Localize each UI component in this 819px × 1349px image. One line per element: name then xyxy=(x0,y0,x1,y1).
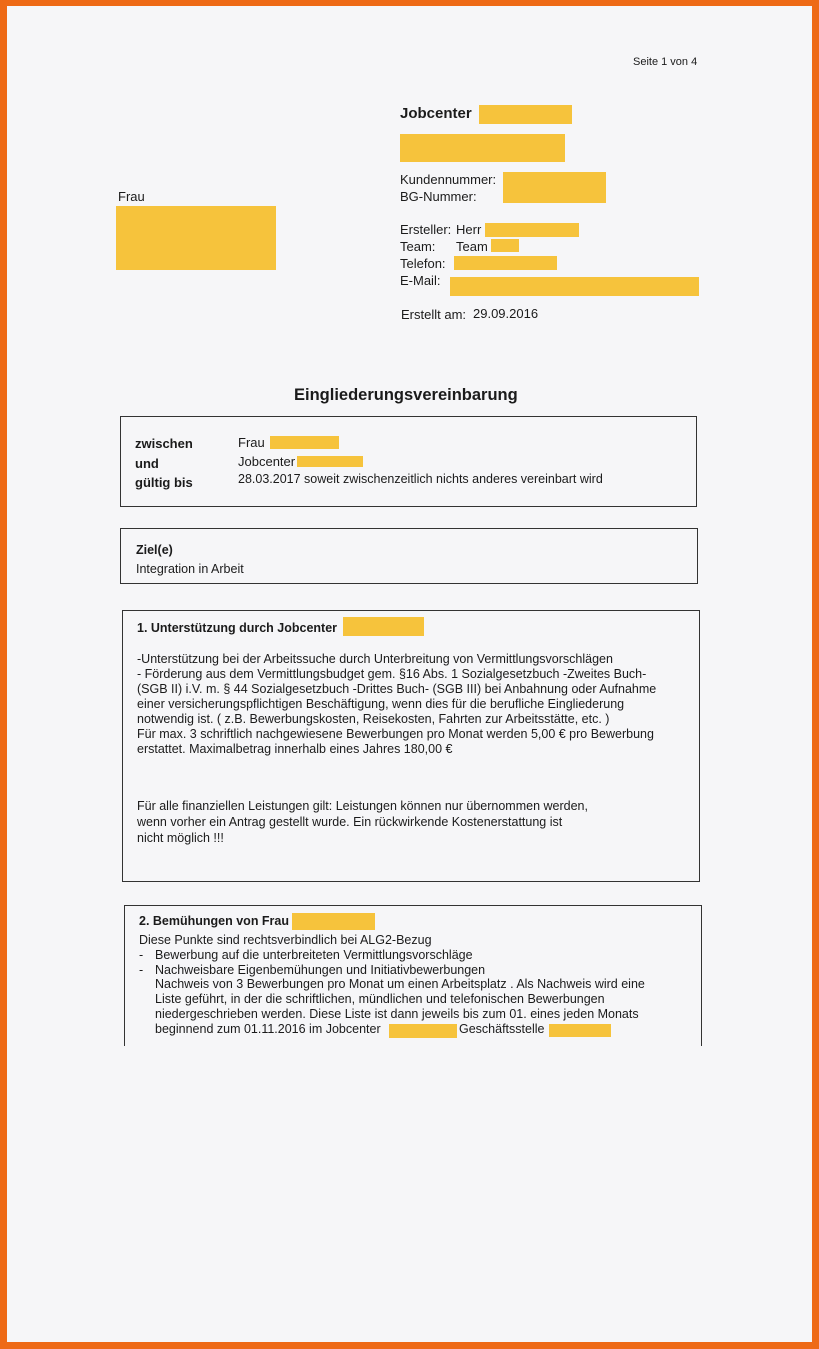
section1-box xyxy=(122,610,700,882)
text-line: Für alle finanziellen Leistungen gilt: Leistungen können nur übernommen werden, xyxy=(137,799,588,813)
text-line: (SGB II) i.V. m. § 44 Sozialgesetzbuch -Drittes Buch- (SGB III) bei Anbahnung oder Aufnahme xyxy=(137,682,657,696)
redaction xyxy=(491,239,519,252)
redaction xyxy=(454,256,557,270)
redaction xyxy=(485,223,579,237)
redaction xyxy=(400,134,565,162)
section2-last-line-mid: Geschäftsstelle xyxy=(459,1022,545,1036)
text-line: niedergeschrieben werden. Diese Liste ist dann jeweils bis zum 01. eines jeden Monats xyxy=(155,1007,639,1021)
text-line: notwendig ist. ( z.B. Bewerbungskosten, Reisekosten, Fahrten zur Arbeitsstätte, etc. ) xyxy=(137,712,610,726)
section2-bullet2: Nachweisbare Eigenbemühungen und Initiativbewerbungen xyxy=(155,963,486,977)
zwischen-label: zwischen xyxy=(135,436,193,451)
und-label: und xyxy=(135,456,159,471)
text-line: wenn vorher ein Antrag gestellt wurde. Ein rückwirkende Kostenerstattung ist xyxy=(137,815,563,829)
ersteller-value: Herr xyxy=(456,222,482,237)
redaction xyxy=(297,456,363,467)
team-value: Team xyxy=(456,239,488,254)
text-line: Nachweis von 3 Bewerbungen pro Monat um einen Arbeitsplatz . Als Nachweis wird eine xyxy=(155,977,645,991)
redaction xyxy=(270,436,339,449)
und-value: Jobcenter xyxy=(238,454,296,469)
kundennummer-label: Kundennummer: xyxy=(400,172,497,187)
redaction xyxy=(292,913,375,930)
team-label: Team: xyxy=(400,239,436,254)
page-number: Seite 1 von 4 xyxy=(633,56,698,68)
redaction xyxy=(343,617,424,636)
text-line: Liste geführt, in der die schriftlichen, mündlichen und telefonischen Bewerbungen xyxy=(155,992,605,1006)
erstellt-label: Erstellt am: xyxy=(401,307,467,322)
section2-box xyxy=(124,905,702,1046)
section2-bullet1: Bewerbung auf die unterbreiteten Vermittlungsvorschläge xyxy=(155,948,473,962)
org-name: Jobcenter xyxy=(400,105,472,122)
erstellt-value: 29.09.2016 xyxy=(473,306,539,321)
text-line: einer versicherungspflichtigen Beschäftigung, wenn dies für die berufliche Eingliederung xyxy=(137,697,625,711)
bullet-dash: - xyxy=(139,963,144,977)
text-line: - Förderung aus dem Vermittlungsbudget gem. §16 Abs. 1 Sozialgesetzbuch -Zweites Buch- xyxy=(137,667,647,681)
goals-heading: Ziel(e) xyxy=(136,543,173,557)
bullet-dash: - xyxy=(139,948,144,962)
section2-intro: Diese Punkte sind rechtsverbindlich bei ALG2-Bezug xyxy=(139,933,432,947)
gueltig-value: 28.03.2017 soweit zwischenzeitlich nichts anderes vereinbart wird xyxy=(238,472,603,486)
gueltig-label: gültig bis xyxy=(135,475,193,490)
ersteller-label: Ersteller: xyxy=(400,222,452,237)
redaction xyxy=(389,1024,457,1038)
section2-last-line-start: beginnend zum 01.11.2016 im Jobcenter xyxy=(155,1022,381,1036)
redaction xyxy=(549,1024,611,1037)
section1-heading: 1. Unterstützung durch Jobcenter xyxy=(137,621,338,635)
redaction xyxy=(116,206,276,270)
redaction xyxy=(503,172,606,203)
zwischen-value: Frau xyxy=(238,435,265,450)
text-line: -Unterstützung bei der Arbeitssuche durch Unterbreitung von Vermittlungsvorschlägen xyxy=(137,652,613,666)
document-page xyxy=(7,6,812,1342)
email-label: E-Mail: xyxy=(400,273,441,288)
redaction xyxy=(450,277,699,296)
text-line: erstattet. Maximalbetrag innerhalb eines Jahres 180,00 € xyxy=(137,742,453,756)
recipient-salutation: Frau xyxy=(118,189,145,204)
section2-heading: 2. Bemühungen von Frau xyxy=(139,914,290,928)
document-title: Eingliederungsvereinbarung xyxy=(294,386,518,404)
goals-box xyxy=(120,528,698,584)
text-line: Für max. 3 schriftlich nachgewiesene Bewerbungen pro Monat werden 5,00 € pro Bewerbung xyxy=(137,727,654,741)
text-line: nicht möglich !!! xyxy=(137,831,224,845)
bg-nummer-label: BG-Nummer: xyxy=(400,189,477,204)
redaction xyxy=(479,105,572,124)
parties-box xyxy=(120,416,697,507)
telefon-label: Telefon: xyxy=(400,256,446,271)
goals-text: Integration in Arbeit xyxy=(136,562,244,576)
